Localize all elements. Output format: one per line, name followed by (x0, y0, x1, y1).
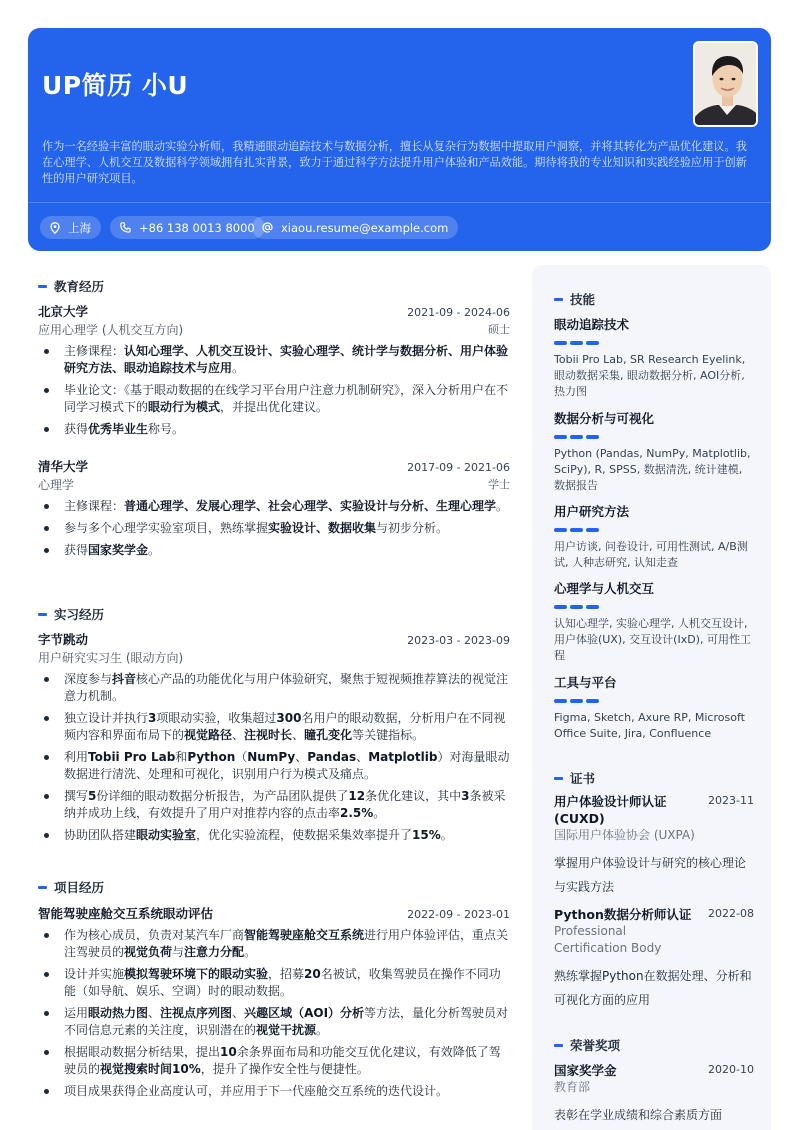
honor-name: 国家奖学金 (554, 1063, 617, 1078)
email-pill[interactable] (252, 216, 458, 239)
date-range: 2023-03 - 2023-09 (407, 634, 510, 647)
skill-desc: 认知心理学, 实验心理学, 人机交互设计, 用户体验(UX), 交互设计(IxD), 可用性工程 (554, 617, 751, 662)
header-divider (28, 202, 771, 203)
bullet-list (38, 927, 510, 1100)
honor-issuer: 教育部 (554, 1080, 591, 1094)
profile-summary: 作为一名经验丰富的眼动实验分析师，我精通眼动追踪技术与数据分析，擅长从复杂行为数据中提取用户洞察，并将其转化为产品优化建议。我在心理学、人机交互及数据科学领域拥有扎实背景，致力于通过科学方法提升用户体验和产品效能。期待将我的专业知识和实践经验应用于创新性的用户研究项目。 (42, 140, 747, 185)
certificate-date: 2022-08 (708, 907, 754, 920)
certificate-issuer: Professional Certification Body (554, 924, 662, 955)
bullet-item: 撰写5份详细的眼动数据分析报告，为产品团队提供了12条优化建议，其中3条被采纳并成功上线，有效提升了用户对推荐内容的点击率2.5%。 (38, 788, 510, 822)
skill-level (554, 699, 754, 703)
location-pin-icon (50, 222, 60, 234)
bullet-item: 根据眼动数据分析结果，提出10余条界面布局和功能交互优化建议，有效降低了驾驶员的视觉搜索时间10%，提升了操作安全性与便捷性。 (38, 1044, 510, 1078)
bullet-item: 运用眼动热力图、注视点序列图、兴趣区域（AOI）分析等方法，量化分析驾驶员对不同信息元素的关注度，识别潜在的视觉干扰源。 (38, 1005, 510, 1039)
bullet-item: 主修课程：普通心理学、发展心理学、社会心理学、实验设计与分析、生理心理学。 (38, 498, 510, 515)
skill-level (554, 341, 754, 345)
certificate-desc: 掌握用户体验设计与研究的核心理论与实践方法 (554, 856, 747, 894)
skill-desc: Figma, Sketch, Axure RP, Microsoft Office Suite, Jira, Confluence (554, 711, 745, 740)
candidate-name: UP简历 小U (42, 71, 189, 100)
internship-heading: 实习经历 (38, 604, 510, 624)
certificate-issuer: 国际用户体验协会 (UXPA) (554, 828, 695, 842)
project-entry (38, 904, 510, 1105)
phone-pill[interactable] (110, 216, 265, 239)
degree: 学士 (488, 478, 510, 491)
internship-section (38, 604, 510, 624)
email-text: xiaou.resume@example.com (281, 220, 449, 235)
bullet-item: 获得优秀毕业生称号。 (38, 421, 510, 438)
bullet-item: 获得国家奖学金。 (38, 542, 510, 559)
job-role: 用户研究实习生 (眼动方向) (38, 651, 184, 665)
bullet-item: 项目成果获得企业高度认可，并应用于下一代座舱交互系统的迭代设计。 (38, 1083, 510, 1100)
bullet-item: 参与多个心理学实验室项目，熟练掌握实验设计、数据收集与初步分析。 (38, 520, 510, 537)
phone-text: +86 138 0013 8000 (139, 220, 255, 235)
skill-desc: Python (Pandas, NumPy, Matplotlib, SciPy), R, SPSS, 数据清洗, 统计建模, 数据报告 (554, 447, 751, 492)
certificates-section (554, 768, 754, 788)
certificate-date: 2023-11 (708, 794, 754, 807)
bullet-item: 作为核心成员，负责对某汽车厂商智能驾驶座舱交互系统进行用户体验评估，重点关注驾驶员的视觉负荷与注意力分配。 (38, 927, 510, 961)
project-name: 智能驾驶座舱交互系统眼动评估 (38, 906, 214, 921)
skills-section (554, 289, 754, 309)
honors-section (554, 1035, 754, 1055)
bullet-item: 主修课程：认知心理学、人机交互设计、实验心理学、统计学与数据分析、用户体验研究方法、眼动追踪技术与应用。 (38, 343, 510, 377)
certificate-desc: 熟练掌握Python在数据处理、分析和可视化方面的应用 (554, 969, 752, 1007)
skill-name: 心理学与人机交互 (554, 581, 655, 596)
at-sign-icon (262, 222, 273, 233)
skill-name: 用户研究方法 (554, 504, 630, 519)
profile-photo (693, 41, 758, 127)
section-marker (554, 1044, 563, 1047)
education-entry (38, 302, 510, 443)
honors-heading: 荣誉奖项 (554, 1035, 754, 1055)
section-marker (38, 613, 47, 616)
education-section (38, 276, 510, 296)
company-name: 字节跳动 (38, 632, 89, 647)
skills-heading: 技能 (554, 289, 754, 309)
bullet-list (38, 498, 510, 559)
bullet-list (38, 671, 510, 844)
degree: 硕士 (488, 323, 510, 336)
bullet-item: 深度参与抖音核心产品的功能优化与用户体验研究，聚焦于短视频推荐算法的视觉注意力机制。 (38, 671, 510, 705)
internship-entry (38, 630, 510, 849)
skill-level (554, 528, 754, 532)
sidebar (532, 265, 771, 1130)
certificates-heading: 证书 (554, 768, 754, 788)
projects-section (38, 877, 510, 897)
projects-heading: 项目经历 (38, 877, 510, 897)
date-range: 2017-09 - 2021-06 (407, 461, 510, 474)
bullet-item: 毕业论文：《基于眼动数据的在线学习平台用户注意力机制研究》，深入分析用户在不同学习模式下的眼动行为模式，并提出优化建议。 (38, 382, 510, 416)
education-entry (38, 457, 510, 564)
bullet-item: 协助团队搭建眼动实验室，优化实验流程，使数据采集效率提升了15%。 (38, 827, 510, 844)
honor-item (554, 1062, 754, 1127)
certificate-name: 用户体验设计师认证 (CUXD) (554, 794, 667, 826)
skill-item (554, 673, 754, 742)
skill-name: 工具与平台 (554, 675, 617, 690)
bullet-item: 独立设计并执行3项眼动实验，收集超过300名用户的眼动数据，分析用户在不同视频内容和界面布局下的视觉路径、注视时长、瞳孔变化等关键指标。 (38, 710, 510, 744)
skill-desc: 用户访谈, 问卷设计, 可用性测试, A/B测试, 人种志研究, 认知走查 (554, 540, 748, 569)
skill-level (554, 605, 754, 609)
major: 心理学 (38, 478, 75, 492)
bullet-list (38, 343, 510, 438)
skill-desc: Tobii Pro Lab, SR Research Eyelink, 眼动数据采集, 眼动数据分析, AOI分析, 热力图 (554, 353, 746, 398)
skill-item (554, 409, 754, 494)
bullet-item: 利用Tobii Pro Lab和Python（NumPy、Pandas、Matplotlib）对海量眼动数据进行清洗、处理和可视化，识别用户行为模式及痛点。 (38, 749, 510, 783)
skill-name: 数据分析与可视化 (554, 411, 655, 426)
certificate-item (554, 793, 754, 899)
school-name: 清华大学 (38, 459, 89, 474)
skill-item (554, 579, 754, 664)
school-name: 北京大学 (38, 304, 89, 319)
certificate-name: Python数据分析师认证 (554, 907, 692, 922)
date-range: 2022-09 - 2023-01 (407, 908, 510, 921)
location-text: 上海 (68, 220, 91, 235)
section-marker (554, 298, 563, 301)
skill-item (554, 315, 754, 400)
section-marker (38, 285, 47, 288)
major: 应用心理学 (人机交互方向) (38, 323, 184, 337)
honor-date: 2020-10 (708, 1063, 754, 1076)
certificate-item (554, 906, 754, 1012)
location-pill (40, 216, 101, 239)
skill-level (554, 435, 754, 439)
bullet-item: 设计并实施模拟驾驶环境下的眼动实验，招募20名被试，收集驾驶员在操作不同功能（如导航、娱乐、空调）时的眼动数据。 (38, 966, 510, 1000)
resume-header (28, 28, 771, 251)
date-range: 2021-09 - 2024-06 (407, 306, 510, 319)
phone-icon (120, 222, 131, 233)
skill-item (554, 502, 754, 571)
skill-name: 眼动追踪技术 (554, 317, 630, 332)
section-marker (554, 777, 563, 780)
section-marker (38, 886, 47, 889)
honor-desc: 表彰在学业成绩和综合素质方面 (554, 1108, 723, 1122)
education-heading: 教育经历 (38, 276, 510, 296)
